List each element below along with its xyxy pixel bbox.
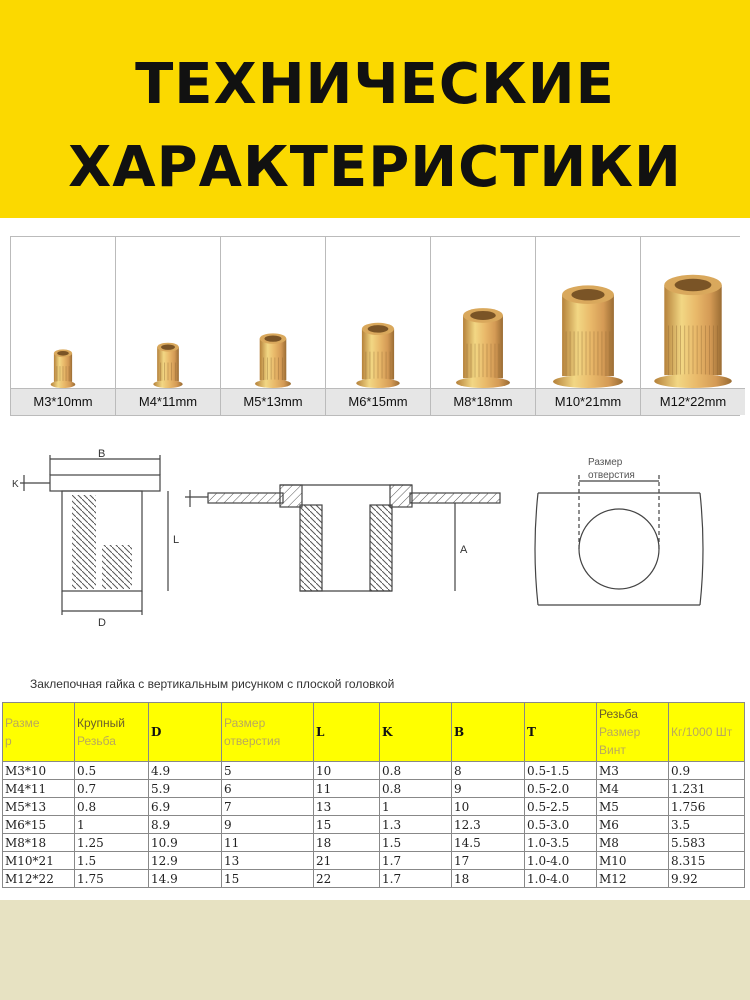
table-header-row (3, 703, 745, 762)
table-cell: M4 (597, 780, 669, 798)
table-row (3, 762, 745, 780)
table-cell: 0.8 (380, 780, 452, 798)
header-size: Разме р (3, 703, 75, 762)
table-cell: 0.5-1.5 (525, 762, 597, 780)
size-cell (641, 237, 745, 415)
table-cell: M8*18 (3, 834, 75, 852)
size-label: M8*18mm (431, 388, 535, 415)
table-cell: 14.5 (452, 834, 525, 852)
table-cell: 18 (314, 834, 380, 852)
table-cell: 1.5 (75, 852, 149, 870)
table-cell: M5 (597, 798, 669, 816)
table-cell: 10.9 (149, 834, 222, 852)
table-cell: 4.9 (149, 762, 222, 780)
rivet-nut-image (116, 237, 220, 389)
table-cell: 5.9 (149, 780, 222, 798)
installed-section-drawing (185, 485, 500, 591)
table-cell: 1.0-4.0 (525, 870, 597, 888)
table-row (3, 780, 745, 798)
table-cell: M6 (597, 816, 669, 834)
title-banner (0, 0, 750, 218)
table-cell: 1 (380, 798, 452, 816)
table-cell: M10 (597, 852, 669, 870)
table-cell: M3 (597, 762, 669, 780)
title-line-2: ХАРАКТЕРИСТИКИ (68, 135, 682, 200)
bottom-band (0, 900, 750, 1000)
header-hole-size: Размер отверстия (222, 703, 314, 762)
table-cell: 1.231 (669, 780, 745, 798)
spec-table (2, 702, 745, 888)
header-l: L (314, 703, 380, 762)
table-cell: M5*13 (3, 798, 75, 816)
table-cell: 0.9 (669, 762, 745, 780)
size-cell (536, 237, 641, 415)
table-cell: 1.7 (380, 852, 452, 870)
table-cell: M8 (597, 834, 669, 852)
table-cell: 11 (222, 834, 314, 852)
table-cell: M12 (597, 870, 669, 888)
size-cell (221, 237, 326, 415)
table-cell: 1.0-4.0 (525, 852, 597, 870)
technical-drawings (10, 445, 740, 645)
table-cell: 1.75 (75, 870, 149, 888)
table-cell: 0.8 (380, 762, 452, 780)
table-row (3, 798, 745, 816)
rivet-nut-image (431, 237, 535, 389)
size-label: M5*13mm (221, 388, 325, 415)
table-cell: 0.5-3.0 (525, 816, 597, 834)
table-cell: 9 (452, 780, 525, 798)
table-row (3, 816, 745, 834)
table-cell: M6*15 (3, 816, 75, 834)
rivet-nut-dimension-drawing (20, 455, 168, 615)
size-photo-strip (10, 236, 740, 416)
table-row (3, 834, 745, 852)
table-cell: 7 (222, 798, 314, 816)
table-cell: 0.8 (75, 798, 149, 816)
table-cell: M10*21 (3, 852, 75, 870)
size-label: M3*10mm (11, 388, 115, 415)
hole-label-line1: Размер (588, 457, 623, 468)
size-cell (431, 237, 536, 415)
table-cell: 1.756 (669, 798, 745, 816)
header-screw-size: Резьба Размер Винт (597, 703, 669, 762)
table-cell: M12*22 (3, 870, 75, 888)
rivet-nut-image (326, 237, 430, 389)
size-label: M6*15mm (326, 388, 430, 415)
label-l: L (173, 534, 180, 546)
header-d: D (149, 703, 222, 762)
table-row (3, 852, 745, 870)
table-cell: 1.7 (380, 870, 452, 888)
table-cell: 18 (452, 870, 525, 888)
table-cell: 9 (222, 816, 314, 834)
table-cell: 8 (452, 762, 525, 780)
table-cell: 0.5-2.5 (525, 798, 597, 816)
table-cell: 5.583 (669, 834, 745, 852)
table-cell: 17 (452, 852, 525, 870)
table-cell: 0.5-2.0 (525, 780, 597, 798)
hole-size-drawing (535, 475, 703, 605)
size-cell (116, 237, 221, 415)
table-cell: 10 (314, 762, 380, 780)
size-label: M10*21mm (536, 388, 640, 415)
table-cell: 1.25 (75, 834, 149, 852)
table-cell: 12.9 (149, 852, 222, 870)
table-caption: Заклепочная гайка с вертикальным рисунком с плоской головкой (30, 677, 395, 691)
header-weight: Кг/1000 Шт (669, 703, 745, 762)
table-cell: 0.7 (75, 780, 149, 798)
table-cell: 6 (222, 780, 314, 798)
header-t: T (525, 703, 597, 762)
table-cell: 9.92 (669, 870, 745, 888)
label-d: D (98, 617, 106, 629)
table-cell: 15 (314, 816, 380, 834)
rivet-nut-image (11, 237, 115, 389)
table-cell: 1.0-3.5 (525, 834, 597, 852)
table-cell: 1.3 (380, 816, 452, 834)
table-cell: M4*11 (3, 780, 75, 798)
rivet-nut-image (536, 237, 640, 389)
table-cell: 22 (314, 870, 380, 888)
header-b: B (452, 703, 525, 762)
title-line-1: ТЕХНИЧЕСКИЕ (135, 52, 615, 117)
table-cell: 0.5 (75, 762, 149, 780)
table-cell: 8.9 (149, 816, 222, 834)
header-k: K (380, 703, 452, 762)
header-thread: Крупный Резьба (75, 703, 149, 762)
table-row (3, 870, 745, 888)
table-cell: 13 (314, 798, 380, 816)
table-cell: 6.9 (149, 798, 222, 816)
table-cell: 3.5 (669, 816, 745, 834)
table-cell: M3*10 (3, 762, 75, 780)
rivet-nut-image (221, 237, 325, 389)
label-k: K (12, 479, 19, 490)
table-cell: 5 (222, 762, 314, 780)
table-cell: 1.5 (380, 834, 452, 852)
size-cell (326, 237, 431, 415)
table-cell: 8.315 (669, 852, 745, 870)
table-cell: 11 (314, 780, 380, 798)
size-label: M12*22mm (641, 388, 745, 415)
table-cell: 21 (314, 852, 380, 870)
hole-label-line2: отверстия (588, 470, 635, 481)
size-label: M4*11mm (116, 388, 220, 415)
table-cell: 13 (222, 852, 314, 870)
rivet-nut-image (641, 237, 745, 389)
table-cell: 1 (75, 816, 149, 834)
table-cell: 12.3 (452, 816, 525, 834)
table-cell: 15 (222, 870, 314, 888)
label-b: B (98, 448, 106, 460)
label-a: A (460, 544, 468, 556)
table-cell: 10 (452, 798, 525, 816)
size-cell (11, 237, 116, 415)
table-cell: 14.9 (149, 870, 222, 888)
